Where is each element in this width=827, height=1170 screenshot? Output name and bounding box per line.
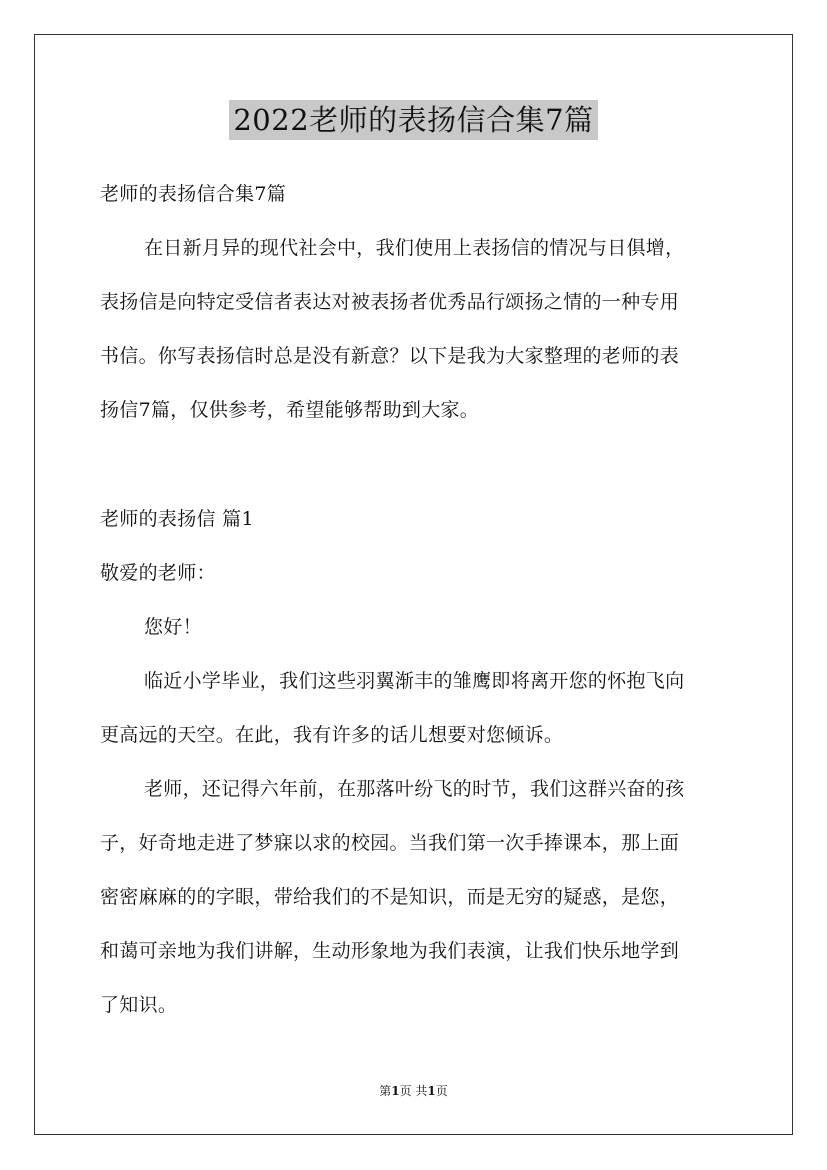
paragraph-line: 和蔼可亲地为我们讲解，生动形象地为我们表演，让我们快乐地学到: [100, 940, 680, 962]
paragraph-line: 扬信7篇，仅供参考，希望能够帮助到大家。: [100, 399, 480, 421]
page-footer: [0, 1083, 827, 1099]
section-heading: 老师的表扬信 篇1: [100, 508, 254, 530]
paragraph-line: 密密麻麻的的字眼，带给我们的不是知识，而是无穷的疑惑，是您，: [100, 886, 680, 908]
footer-suffix: 页: [435, 1084, 448, 1098]
footer-prefix: 第: [379, 1084, 392, 1098]
subtitle-line: 老师的表扬信合集7篇: [100, 183, 287, 205]
footer-mid: 页 共: [399, 1084, 428, 1098]
paragraph-line: 在日新月异的现代社会中，我们使用上表扬信的情况与日俱增，: [144, 237, 685, 259]
paragraph-line: 表扬信是向特定受信者表达对被表扬者优秀品行颂扬之情的一种专用: [100, 291, 680, 313]
greeting: 您好！: [144, 616, 202, 638]
paragraph-line: 书信。你写表扬信时总是没有新意？以下是我为大家整理的老师的表: [100, 345, 680, 367]
paragraph-line: 了知识。: [100, 994, 178, 1016]
title-container: [0, 100, 827, 140]
paragraph-line: 更高远的天空。在此，我有许多的话儿想要对您倾诉。: [100, 724, 564, 746]
footer-page-total: 1: [427, 1084, 436, 1098]
footer-page-number: 1: [391, 1084, 400, 1098]
paragraph-line: 临近小学毕业，我们这些羽翼渐丰的雏鹰即将离开您的怀抱飞向: [144, 670, 685, 692]
paragraph-line: 子，好奇地走进了梦寐以求的校园。当我们第一次手捧课本，那上面: [100, 832, 680, 854]
document-title: 2022老师的表扬信合集7篇: [229, 100, 597, 140]
paragraph-line: 老师，还记得六年前，在那落叶纷飞的时节，我们这群兴奋的孩: [144, 778, 685, 800]
salutation: 敬爱的老师：: [100, 562, 216, 584]
